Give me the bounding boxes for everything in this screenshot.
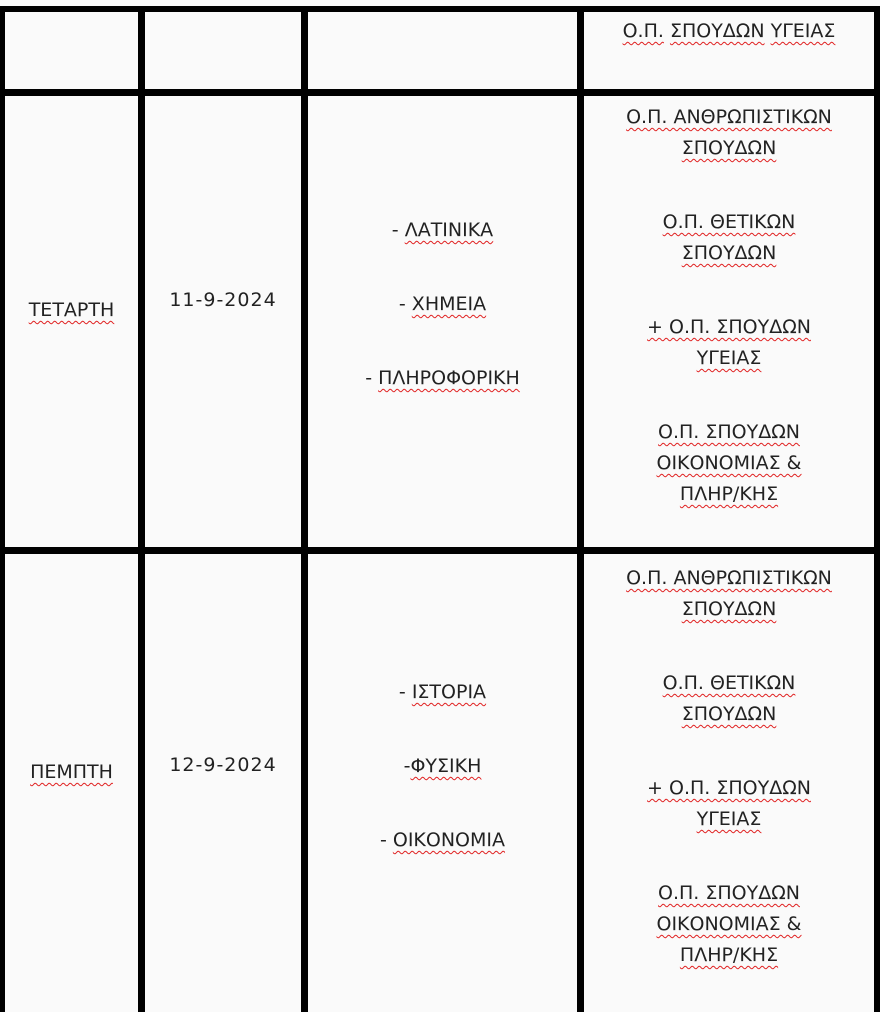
group-line: ΟΙΚΟΝΟΜΙΑΣ & [656,452,802,474]
spelled-word: ΥΓΕΙΑΣ [770,20,836,42]
group-line: Ο.Π. ΘΕΤΙΚΩΝ [662,672,796,694]
header-group-cell [584,16,874,47]
subjects-cell [308,215,577,394]
day-cell [5,295,138,326]
subjects-cell [308,677,577,856]
groups-cell [584,563,874,971]
row-divider-1 [0,89,880,96]
date-label: 11-9-2024 [169,289,277,311]
table-top-border [0,6,880,12]
spelled-word: ΣΠΟΥΔΩΝ [669,20,765,42]
date-cell [145,750,301,781]
spelled-word: Ο.Π. [622,20,664,42]
subject-name: ΟΙΚΟΝΟΜΙΑ [392,829,506,851]
group-line: Ο.Π. ΑΝΘΡΩΠΙΣΤΙΚΩΝ [626,106,832,128]
group-line: ΣΠΟΥΔΩΝ [681,137,777,159]
column-divider-2 [301,6,308,1012]
subject-item [308,215,577,246]
table-left-border [0,6,5,1012]
date-cell [145,285,301,316]
subject-item [308,677,577,708]
subject-prefix: - [379,829,393,851]
subject-prefix: - [403,755,411,777]
subject-item [308,363,577,394]
date-label: 12-9-2024 [169,754,277,776]
group-line: ΣΠΟΥΔΩΝ [681,598,777,620]
group-line: + Ο.Π. ΣΠΟΥΔΩΝ [647,316,811,338]
subject-name: ΛΑΤΙΝΙΚΑ [404,219,494,241]
group-line: ΣΠΟΥΔΩΝ [681,242,777,264]
group-line: ΠΛΗΡ/ΚΗΣ [679,483,779,505]
group-line: Ο.Π. ΣΠΟΥΔΩΝ [658,421,800,443]
group-line: ΠΛΗΡ/ΚΗΣ [679,944,779,966]
group-line: ΣΠΟΥΔΩΝ [681,703,777,725]
group-line: Ο.Π. ΣΠΟΥΔΩΝ [658,882,800,904]
subject-prefix: - [365,367,379,389]
day-label: ΠΕΜΠΤΗ [30,761,113,783]
column-divider-3 [577,6,584,1012]
subject-name: ΧΗΜΕΙΑ [411,293,487,315]
subject-item [308,751,577,782]
group-line: ΥΓΕΙΑΣ [696,808,762,830]
group-line: ΥΓΕΙΑΣ [696,347,762,369]
group-line: Ο.Π. ΘΕΤΙΚΩΝ [662,211,796,233]
day-cell [5,757,138,788]
table-right-border [874,6,880,1012]
groups-cell [584,102,874,510]
subject-prefix: - [398,681,412,703]
day-label: ΤΕΤΑΡΤΗ [28,299,115,321]
group-line [584,16,874,47]
column-divider-1 [138,6,145,1012]
subject-name: ΙΣΤΟΡΙΑ [411,681,487,703]
subject-prefix: - [391,219,405,241]
group-line: ΟΙΚΟΝΟΜΙΑΣ & [656,913,802,935]
group-line: + Ο.Π. ΣΠΟΥΔΩΝ [647,777,811,799]
subject-item [308,825,577,856]
row-divider-2 [0,547,880,554]
subject-prefix: - [398,293,412,315]
group-line: Ο.Π. ΑΝΘΡΩΠΙΣΤΙΚΩΝ [626,567,832,589]
subject-name: ΠΛΗΡΟΦΟΡΙΚΗ [378,367,520,389]
subject-name: ΦΥΣΙΚΗ [410,755,482,777]
subject-item [308,289,577,320]
